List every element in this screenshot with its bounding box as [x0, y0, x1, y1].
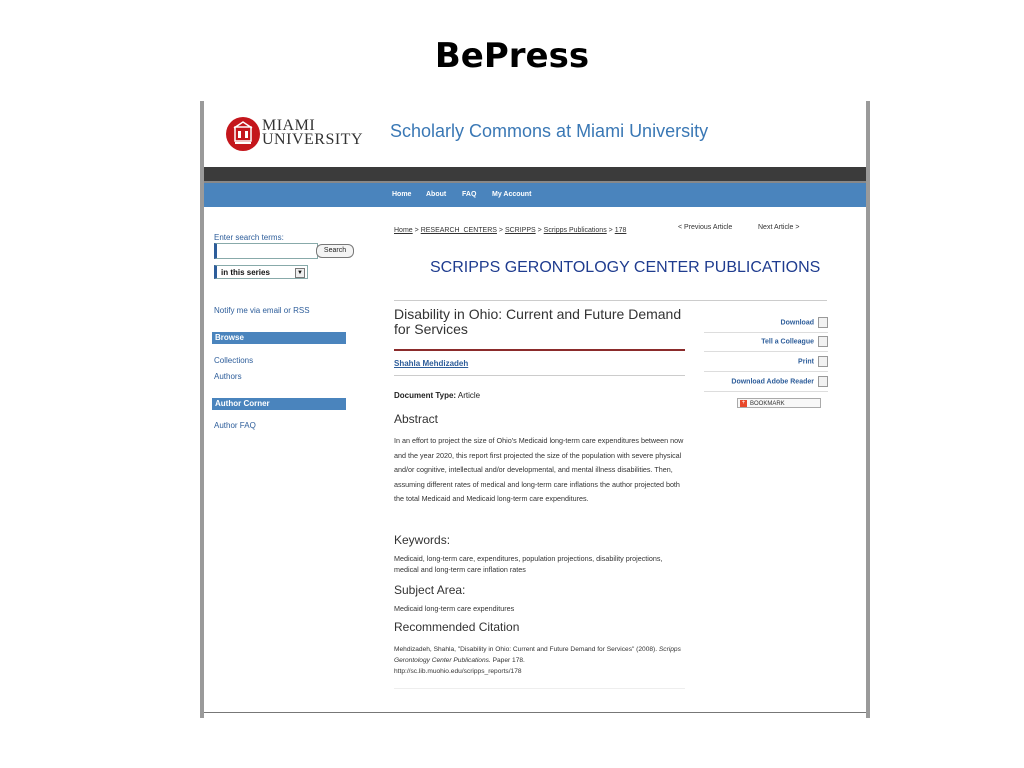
divider [704, 391, 828, 392]
title-underline [394, 349, 685, 351]
citation-text [394, 644, 684, 677]
breadcrumb-scripps[interactable]: SCRIPPS [504, 227, 536, 234]
nav-my-account[interactable]: My Account [492, 191, 532, 198]
printer-icon [818, 356, 828, 367]
breadcrumb-home[interactable]: Home [394, 227, 413, 234]
tell-a-colleague-label: Tell a Colleague [761, 338, 814, 346]
top-nav [204, 183, 866, 207]
author-faq-link[interactable]: Author FAQ [214, 421, 256, 430]
adobe-icon [818, 376, 828, 387]
site-header [204, 101, 866, 167]
citation-part-1: Mehdizadeh, Shahla, "Disability in Ohio: Current and Future Demand for Services" (2008). [394, 646, 659, 653]
breadcrumb-sep: > [537, 227, 542, 234]
chevron-down-icon: ▼ [295, 268, 305, 278]
author-link[interactable]: Shahla Mehdizadeh [394, 359, 469, 368]
next-article-link[interactable]: Next Article > [758, 224, 800, 231]
nav-home[interactable]: Home [392, 191, 412, 198]
email-icon [818, 336, 828, 347]
browse-authors-link[interactable]: Authors [214, 372, 242, 381]
print-link[interactable] [798, 356, 828, 367]
browse-collections-link[interactable]: Collections [214, 356, 254, 365]
document-type-label: Document Type: [394, 391, 457, 400]
search-button[interactable]: Search [316, 244, 354, 258]
breadcrumb-scripps-publications[interactable]: Scripps Publications [543, 227, 607, 234]
search-label: Enter search terms: [214, 233, 284, 242]
search-input[interactable] [214, 243, 318, 259]
screenshot-bottom-rule [204, 712, 866, 713]
notify-link[interactable]: Notify me via email or RSS [214, 306, 310, 315]
abstract-heading: Abstract [394, 412, 439, 426]
slide-title: BePress [434, 36, 590, 76]
keywords-text: Medicaid, long-term care, expenditures, population projections, disability projections, medical and long-term care inflation rates [394, 554, 663, 574]
search-scope-select[interactable] [214, 265, 308, 279]
search-scope-value: in this series [221, 268, 270, 277]
series-title[interactable]: SCRIPPS GERONTOLOGY CENTER PUBLICATIONS [430, 259, 821, 276]
citation-heading: Recommended Citation [394, 620, 520, 634]
breadcrumb-research-centers[interactable]: RESEARCH_CENTERS [420, 227, 497, 234]
adobe-reader-label: Download Adobe Reader [731, 378, 814, 386]
citation-part-2: Paper 178. [490, 657, 525, 664]
download-link[interactable] [781, 317, 828, 328]
logo-line-2: UNIVERSITY [262, 131, 363, 148]
miami-seal-icon [226, 117, 260, 151]
print-label: Print [798, 358, 814, 366]
tell-a-colleague-link[interactable] [761, 336, 828, 347]
breadcrumb-sep: > [608, 227, 613, 234]
article-title: Disability in Ohio: Current and Future Demand for Services [394, 306, 682, 337]
divider [704, 371, 828, 372]
breadcrumb-number[interactable]: 178 [614, 227, 627, 234]
nav-about[interactable]: About [426, 191, 447, 198]
breadcrumb-sep: > [498, 227, 503, 234]
plus-icon: + [741, 400, 746, 406]
citation-url[interactable]: http://sc.lib.muohio.edu/scripps_reports/178 [394, 668, 522, 675]
logo-line-1: MIAMI [262, 117, 316, 134]
divider [394, 300, 827, 301]
site-title[interactable]: Scholarly Commons at Miami University [390, 121, 709, 141]
abstract-text: In an effort to project the size of Ohio's Medicaid long-term care expenditures between now and the year 2020, this report first projected the size of the population with severe physical and/or cognitive, intellectual and/or developmental, and mental illness disabilities. Then, assuming different rates of medical and long-term care inflations the author projected both the total Medicaid and Medicaid long-term care expenditures. [394, 436, 684, 504]
bookmark-button[interactable] [737, 398, 821, 408]
citation-series: Scripps Gerontology Center Publications. [394, 646, 681, 664]
document-icon [818, 317, 828, 328]
divider [394, 688, 685, 689]
university-wordmark[interactable] [262, 119, 363, 147]
author-corner-heading: Author Corner [212, 398, 346, 410]
bookmark-label: BOOKMARK [750, 401, 785, 407]
download-adobe-reader-link[interactable] [731, 376, 828, 387]
header-divider-bar [204, 167, 866, 183]
divider [704, 332, 828, 333]
document-type [394, 391, 480, 400]
previous-article-link[interactable]: < Previous Article [678, 224, 733, 231]
document-type-value: Article [457, 391, 481, 400]
keywords-heading: Keywords: [394, 533, 451, 547]
divider [394, 375, 685, 376]
divider [704, 351, 828, 352]
subject-area-heading: Subject Area: [394, 583, 466, 597]
breadcrumb-sep: > [414, 227, 419, 234]
browse-heading: Browse [212, 332, 346, 344]
breadcrumb [394, 227, 626, 234]
nav-faq[interactable]: FAQ [462, 191, 477, 198]
download-label: Download [780, 319, 814, 327]
subject-area-text: Medicaid long-term care expenditures [394, 604, 515, 613]
browser-screenshot [200, 101, 870, 718]
